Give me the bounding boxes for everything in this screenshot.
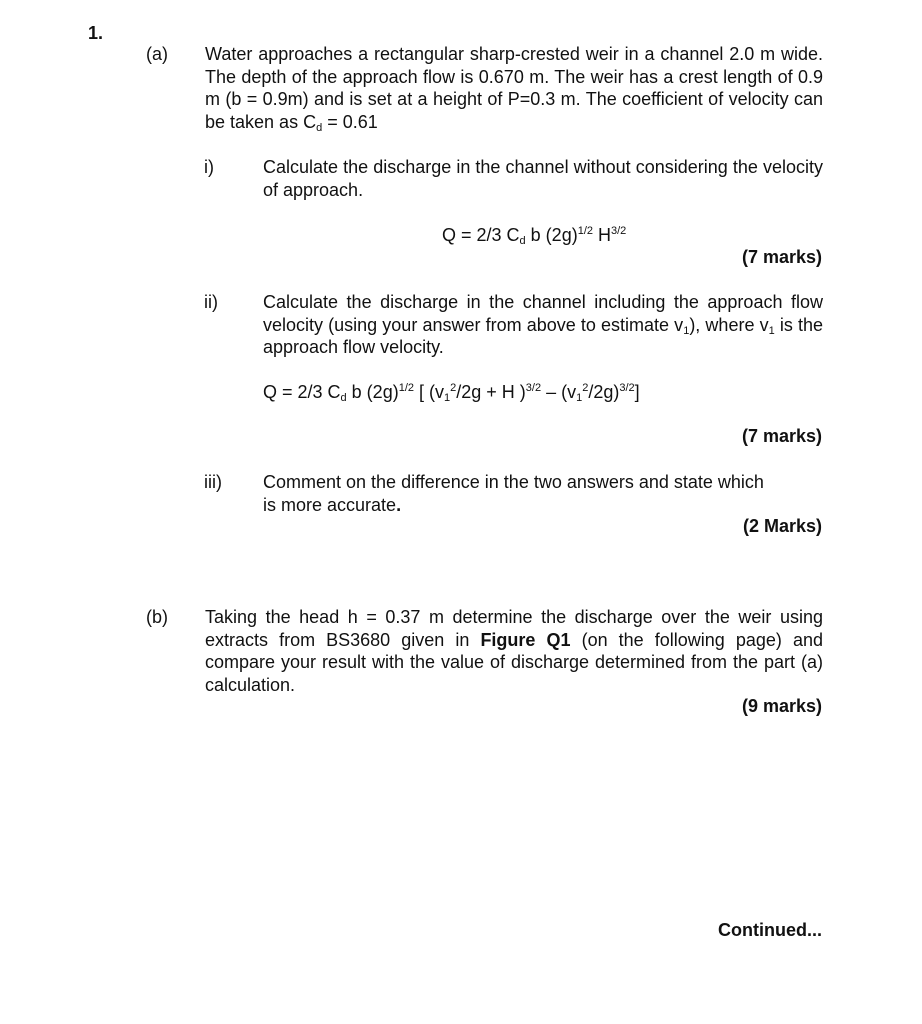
- formula-part: ]: [634, 382, 640, 402]
- formula-part: Q = 2/3 C: [442, 225, 520, 245]
- formula-part: b (2g): [525, 225, 578, 245]
- sub-i-marks: (7 marks): [741, 247, 822, 267]
- sub-ii-label: ii): [204, 292, 218, 312]
- sub-ii-text: [263, 291, 823, 359]
- figure-reference: Figure Q1: [480, 629, 571, 650]
- sub-iii-marks: (2 Marks): [742, 516, 822, 536]
- formula-exponent: 3/2: [619, 382, 635, 394]
- v-subscript: 1: [683, 324, 690, 337]
- sub-ii-text-part: is the approach flow velocity.: [263, 314, 823, 357]
- formula-exponent: 1/2: [577, 225, 593, 237]
- formula-exponent: 2: [450, 382, 457, 394]
- continued-footer: Continued...: [718, 920, 822, 940]
- sub-iii-line-1: Comment on the difference in the two answers and state which: [263, 472, 764, 492]
- part-a-label: (a): [146, 44, 168, 64]
- cd-value: = 0.61: [322, 111, 378, 132]
- formula-subscript: d: [519, 235, 526, 247]
- sub-ii-marks: (7 marks): [741, 426, 822, 446]
- formula-part: – (v: [541, 382, 577, 402]
- cd-subscript: d: [316, 121, 323, 134]
- sub-iii-text: [263, 471, 823, 516]
- formula-subscript: d: [340, 392, 347, 404]
- sub-iii-text-part: is more accurate: [263, 494, 397, 515]
- formula-part: Q = 2/3 C: [263, 382, 341, 402]
- part-a-intro: [205, 43, 823, 133]
- sub-iii-label: iii): [204, 472, 222, 492]
- part-a-intro-text: Water approaches a rectangular sharp-crested weir in a channel 2.0 m wide. The depth of the approach flow is 0.670 m. The weir has a crest length of 0.9 m (b = 0.9m) and is set at a height of P=0.3 m. The coefficient of velocity can be taken as: [205, 44, 823, 132]
- formula-subscript: 1: [576, 392, 583, 404]
- formula-exponent: 1/2: [398, 382, 414, 394]
- formula-exponent: 3/2: [611, 225, 627, 237]
- formula-part: /2g + H ): [456, 382, 526, 402]
- sub-iii-line-2: [263, 494, 823, 517]
- formula-exponent: 2: [582, 382, 589, 394]
- sub-ii-formula: [263, 381, 640, 404]
- question-number: 1.: [88, 23, 104, 43]
- part-b-text-part: Taking the head h = 0.37 m determine the discharge over the weir using extracts from BS3680 given in: [205, 607, 823, 650]
- sub-i-formula: [442, 224, 626, 247]
- formula-exponent: 3/2: [525, 382, 542, 394]
- sub-ii-text-part: Calculate the discharge in the channel including the approach flow velocity (using your answer from above to estimate v: [263, 292, 823, 335]
- part-b-text: [205, 606, 823, 696]
- formula-part: [ (v: [414, 382, 444, 402]
- cd-symbol: C: [303, 111, 317, 132]
- formula-part: /2g): [588, 382, 620, 402]
- part-b-marks: (9 marks): [741, 696, 822, 716]
- formula-subscript: 1: [444, 392, 451, 404]
- part-b-label: (b): [146, 607, 168, 627]
- formula-part: H: [593, 225, 611, 245]
- sub-iii-period: .: [396, 494, 402, 515]
- formula-part: b (2g): [346, 382, 399, 402]
- v-subscript: 1: [768, 324, 775, 337]
- sub-i-text: Calculate the discharge in the channel without considering the velocity of approach.: [263, 157, 823, 200]
- sub-i-label: i): [204, 157, 214, 177]
- part-b-text-part: (on the following page) and compare your result with the value of discharge determined from the part (a) calculation.: [205, 629, 823, 695]
- sub-ii-text-part: ), where v: [689, 314, 769, 335]
